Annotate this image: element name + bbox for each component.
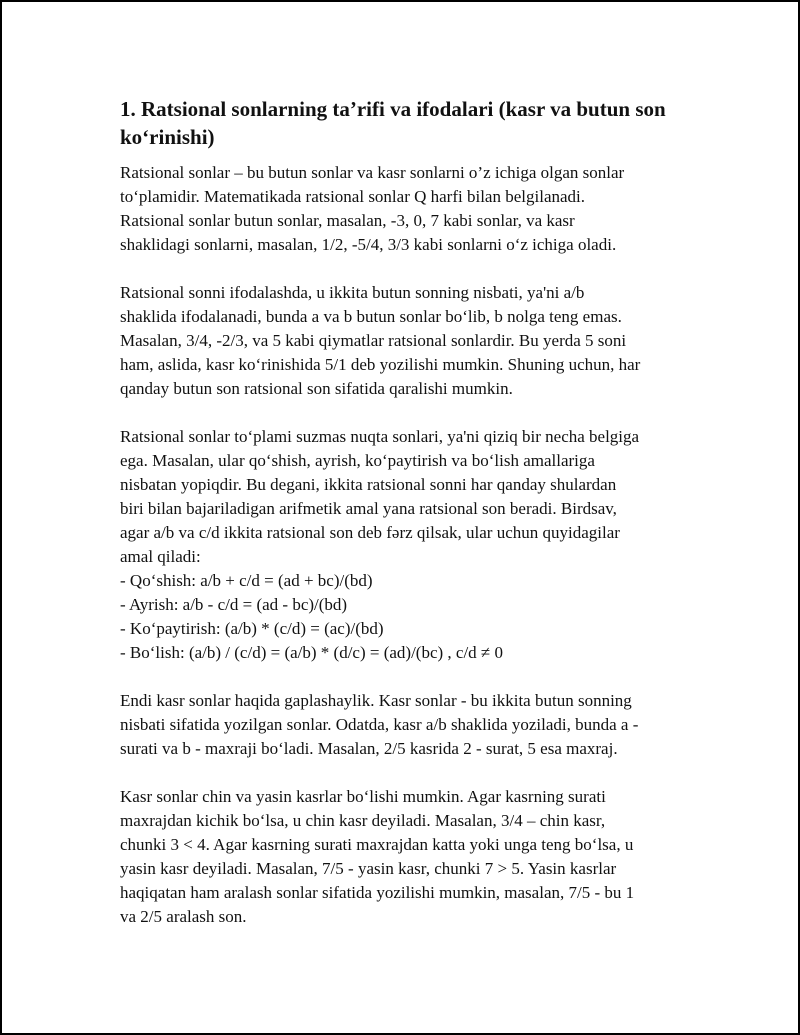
text-line: surati va b - maxraji bo‘ladi. Masalan, 2/5 kasrida 2 - surat, 5 esa maxraj. <box>120 739 618 758</box>
paragraph-operations <box>120 425 686 665</box>
formula-division: - Bo‘lish: (a/b) / (c/d) = (a/b) * (d/c) = (ad)/(bc) , c/d ≠ 0 <box>120 643 504 662</box>
formula-addition: - Qo‘shish: a/b + c/d = (ad + bc)/(bd) <box>120 571 373 590</box>
text-line: nisbati sifatida yozilgan sonlar. Odatda, kasr a/b shaklida yoziladi, bunda a - <box>120 715 639 734</box>
formula-subtraction: - Ayrish: a/b - c/d = (ad - bc)/(bd) <box>120 595 348 614</box>
section-heading: 1. Ratsional sonlarning ta’rifi va ifodalari (kasr va butun son ko‘rinishi) <box>120 97 666 149</box>
paragraph-representation <box>120 281 686 401</box>
document-body <box>120 95 686 953</box>
text-line: amal qiladi: <box>120 547 201 566</box>
text-line: ega. Masalan, ular qo‘shish, ayrish, ko‘paytirish va bo‘lish amallariga <box>120 451 595 470</box>
text-line: biri bilan bajariladigan arifmetik amal yana ratsional son beradi. Birdsav, <box>120 499 617 518</box>
text-line: Endi kasr sonlar haqida gaplashaylik. Kasr sonlar - bu ikkita butun sonning <box>120 691 632 710</box>
text-line: chunki 3 < 4. Agar kasrning surati maxrajdan katta yoki unga teng bo‘lsa, u <box>120 835 634 854</box>
text-line: nisbatan yopiqdir. Bu degani, ikkita ratsional sonni har qanday shulardan <box>120 475 617 494</box>
paragraph-proper-improper <box>120 785 686 929</box>
paragraph-definition <box>120 161 686 257</box>
text-line: Kasr sonlar chin va yasin kasrlar bo‘lishi mumkin. Agar kasrning surati <box>120 787 606 806</box>
text-line: qanday butun son ratsional son sifatida qaralishi mumkin. <box>120 379 513 398</box>
text-line: Ratsional sonlar butun sonlar, masalan, -3, 0, 7 kabi sonlar, va kasr <box>120 211 575 230</box>
text-line: Ratsional sonlar – bu butun sonlar va kasr sonlarni o’z ichiga olgan sonlar <box>120 163 625 182</box>
text-line: haqiqatan ham aralash sonlar sifatida yozilishi mumkin, masalan, 7/5 - bu 1 <box>120 883 635 902</box>
text-line: maxrajdan kichik bo‘lsa, u chin kasr deyiladi. Masalan, 3/4 – chin kasr, <box>120 811 606 830</box>
text-line: ham, aslida, kasr ko‘rinishida 5/1 deb yozilishi mumkin. Shuning uchun, har <box>120 355 641 374</box>
text-line: Ratsional sonlar to‘plami suzmas nuqta sonlari, ya'ni qiziq bir necha belgiga <box>120 427 640 446</box>
text-line: shaklida ifodalanadi, bunda a va b butun sonlar bo‘lib, b nolga teng emas. <box>120 307 622 326</box>
text-line: to‘plamidir. Matematikada ratsional sonlar Q harfi bilan belgilanadi. <box>120 187 586 206</box>
formula-multiplication: - Ko‘paytirish: (a/b) * (c/d) = (ac)/(bd) <box>120 619 384 638</box>
text-line: yasin kasr deyiladi. Masalan, 7/5 - yasin kasr, chunki 7 > 5. Yasin kasrlar <box>120 859 617 878</box>
text-line: va 2/5 aralash son. <box>120 907 247 926</box>
text-line: Masalan, 3/4, -2/3, va 5 kabi qiymatlar ratsional sonlardir. Bu yerda 5 soni <box>120 331 627 350</box>
text-line: shaklidagi sonlarni, masalan, 1/2, -5/4, 3/3 kabi sonlarni o‘z ichiga oladi. <box>120 235 617 254</box>
text-line: Ratsional sonni ifodalashda, u ikkita butun sonning nisbati, ya'ni a/b <box>120 283 585 302</box>
text-line: agar a/b va c/d ikkita ratsional son deb fərz qilsak, ular uchun quyidagilar <box>120 523 620 542</box>
paragraph-fractions <box>120 689 686 761</box>
